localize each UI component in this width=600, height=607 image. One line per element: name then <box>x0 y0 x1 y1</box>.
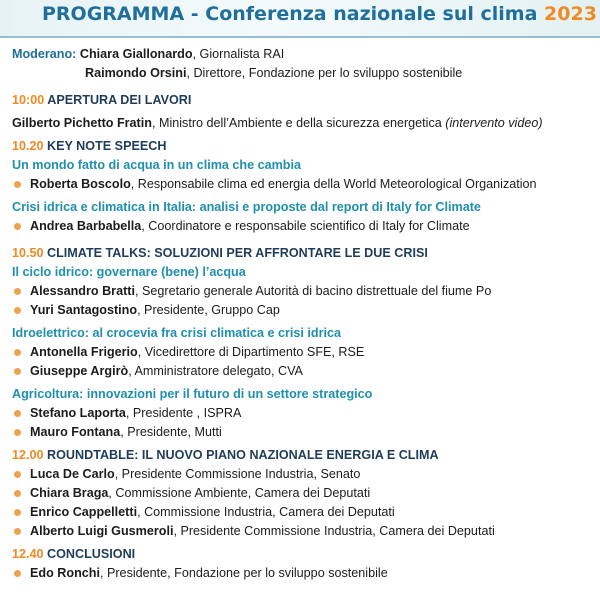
speaker-name: Gilberto Pichetto Fratin <box>12 116 152 130</box>
section-time: 10.50 <box>12 246 44 260</box>
speaker-role: , Presidente, Fondazione per lo sviluppo sostenibile <box>99 566 388 580</box>
speaker-line <box>12 503 594 522</box>
session-subtitle: Un mondo fatto di acqua in un clima che cambia <box>12 158 301 172</box>
bullet-icon <box>14 471 21 478</box>
bullet-icon <box>14 490 21 497</box>
section-time: 12.00 <box>12 448 44 462</box>
session-subtitle: Idroelettrico: al crocevia fra crisi climatica e crisi idrica <box>12 326 341 340</box>
bullet-icon <box>14 223 21 230</box>
speaker-role: , Presidente, Gruppo Cap <box>137 303 280 317</box>
bullet-icon <box>14 181 21 188</box>
speaker-name: Luca De Carlo <box>30 467 115 481</box>
speaker-role: , Presidente Commissione Industria, Camera dei Deputati <box>173 524 495 538</box>
section-heading <box>12 244 594 263</box>
section-title: KEY NOTE SPEECH <box>47 139 167 153</box>
speaker-line <box>12 217 594 236</box>
speaker-name: Alessandro Bratti <box>30 284 135 298</box>
speaker-role: , Vicedirettore di Dipartimento SFE, RSE <box>137 345 365 359</box>
moderator-name: Chiara Giallonardo <box>79 47 193 61</box>
speaker-name: Antonella Frigerio <box>30 345 138 359</box>
speaker-name: Chiara Braga <box>30 486 109 500</box>
title-year: 2023 <box>544 3 597 25</box>
speaker-line <box>12 114 594 133</box>
speaker-role: , Presidente, Mutti <box>120 425 222 439</box>
bullet-icon <box>14 349 21 356</box>
title-main: PROGRAMMA - Conferenza nazionale sul clima <box>42 3 545 25</box>
section-title: CONCLUSIONI <box>47 547 136 561</box>
speaker-name: Mauro Fontana <box>30 425 121 439</box>
section-time: 10.20 <box>12 139 44 153</box>
moderators-label: Moderano: <box>12 47 77 61</box>
speaker-role: , Coordinatore e responsabile scientifico di Italy for Climate <box>141 219 470 233</box>
speaker-line <box>12 175 594 194</box>
speaker-line <box>12 343 594 362</box>
moderator-line <box>12 64 594 83</box>
bullet-icon <box>14 570 21 577</box>
speaker-role: , Responsabile clima ed energia della World Meteorological Organization <box>130 177 537 191</box>
speaker-role: , Ministro dell’Ambiente e della sicurezza energetica <box>151 116 446 130</box>
section-heading <box>12 545 594 564</box>
speaker-line <box>12 423 594 442</box>
speaker-line <box>12 282 594 301</box>
moderator-role: , Direttore, Fondazione per lo sviluppo sostenibile <box>186 66 463 80</box>
speaker-name: Stefano Laporta <box>30 406 126 420</box>
moderator-line <box>12 45 594 64</box>
speaker-role: , Presidente , ISPRA <box>125 406 242 420</box>
section-time: 10:00 <box>12 93 45 107</box>
section-time: 12.40 <box>12 547 44 561</box>
speaker-role: , Commissione Ambiente, Camera dei Deputati <box>108 486 371 500</box>
speaker-role: , Segretario generale Autorità di bacino distrettuale del fiume Po <box>134 284 492 298</box>
speaker-name: Yuri Santagostino <box>30 303 138 317</box>
session-subtitle: Il ciclo idrico: governare (bene) l’acqua <box>12 265 246 279</box>
speaker-name: Andrea Barbabella <box>30 219 142 233</box>
bullet-icon <box>14 368 21 375</box>
bullet-icon <box>14 429 21 436</box>
session-subtitle: Agricoltura: innovazioni per il futuro di un settore strategico <box>12 387 373 401</box>
section-heading <box>12 91 594 110</box>
speaker-role: , Commissione Industria, Camera dei Deputati <box>137 505 395 519</box>
page-title <box>42 3 597 25</box>
session-subtitle: Crisi idrica e climatica in Italia: analisi e proposte dal report di Italy for Climate <box>12 200 481 214</box>
speaker-name: Giuseppe Argirò <box>30 364 129 378</box>
speaker-line <box>12 404 594 423</box>
speaker-line <box>12 301 594 320</box>
speaker-role: , Amministratore delegato, CVA <box>128 364 303 378</box>
section-title: APERTURA DEI LAVORI <box>47 93 192 107</box>
section-title: ROUNDTABLE: IL NUOVO PIANO NAZIONALE ENERGIA E CLIMA <box>47 448 439 462</box>
speaker-line <box>12 564 594 583</box>
speaker-line <box>12 484 594 503</box>
speaker-line <box>12 465 594 484</box>
header-divider <box>0 36 600 38</box>
moderator-name: Raimondo Orsini <box>85 66 187 80</box>
programme-content <box>12 45 594 583</box>
section-heading <box>12 137 594 156</box>
bullet-icon <box>14 509 21 516</box>
speaker-note: (intervento video) <box>445 116 543 130</box>
speaker-line <box>12 362 594 381</box>
speaker-name: Edo Ronchi <box>30 566 100 580</box>
section-heading <box>12 446 594 465</box>
bullet-icon <box>14 410 21 417</box>
speaker-name: Alberto Luigi Gusmeroli <box>30 524 174 538</box>
speaker-role: , Presidente Commissione Industria, Senato <box>114 467 361 481</box>
section-title: CLIMATE TALKS: SOLUZIONI PER AFFRONTARE LE DUE CRISI <box>47 246 428 260</box>
bullet-icon <box>14 307 21 314</box>
bullet-icon <box>14 288 21 295</box>
speaker-name: Enrico Cappelletti <box>30 505 138 519</box>
moderator-role: , Giornalista RAI <box>192 47 285 61</box>
speaker-line <box>12 522 594 541</box>
speaker-name: Roberta Boscolo <box>30 177 131 191</box>
header-banner <box>0 0 600 36</box>
bullet-icon <box>14 528 21 535</box>
